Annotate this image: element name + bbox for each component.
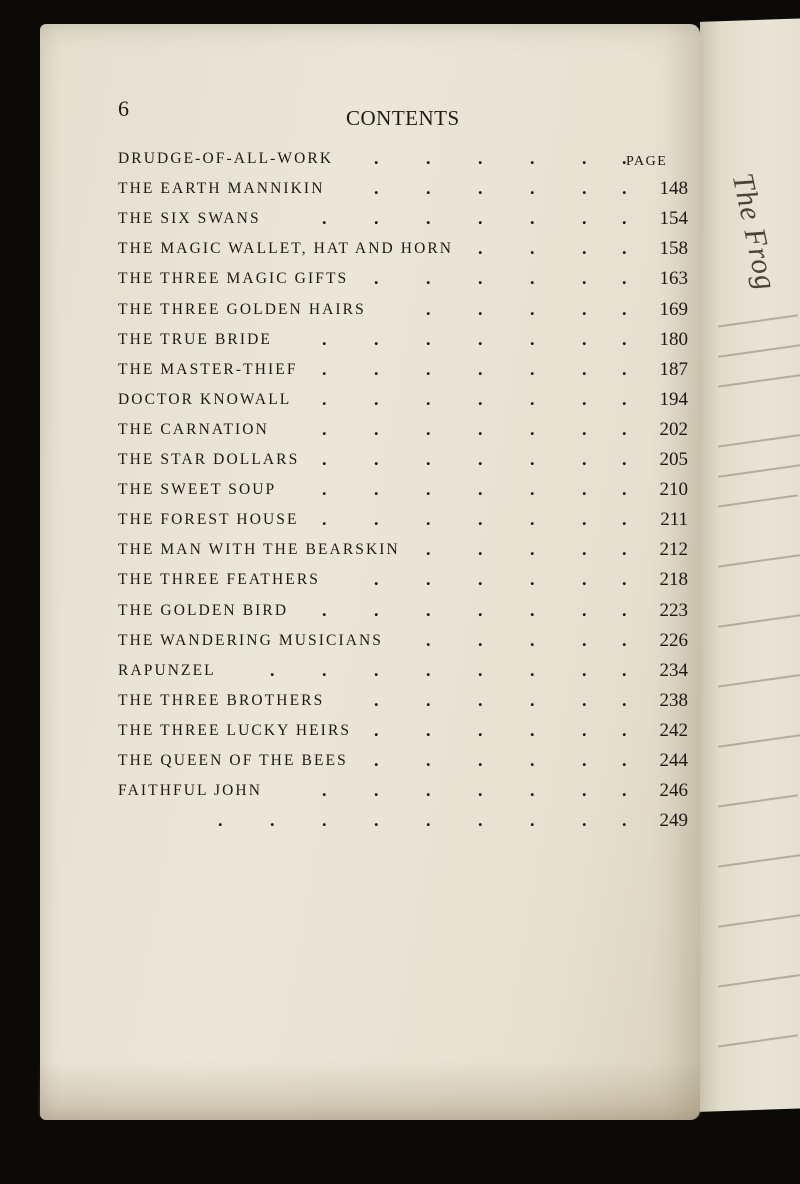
toc-entry-title: THE MAGIC WALLET, HAT AND HORN [118, 240, 454, 258]
leader-dot: . [622, 388, 627, 409]
leader-dot: . [322, 659, 327, 680]
toc-entry [0, 451, 800, 481]
leader-dot: . [478, 148, 483, 168]
leader-dot: . [478, 208, 483, 229]
leader-dot: . [426, 388, 431, 409]
leader-dot: . [582, 298, 587, 319]
toc-entry-page: 180 [659, 328, 688, 350]
leader-dot: . [582, 569, 587, 590]
leader-dot: . [374, 659, 379, 680]
toc-entry [0, 599, 800, 632]
leader-dot: . [530, 298, 535, 319]
leader-dot: . [426, 719, 431, 740]
toc-entry-page: 187 [659, 358, 688, 380]
leader-dot: . [426, 689, 431, 710]
leader-dot: . [530, 148, 535, 168]
toc-entry-title: DRUDGE-OF-ALL-WORK [118, 150, 334, 167]
leader-dot: . [374, 418, 379, 439]
leader-dot: . [582, 479, 587, 500]
leader-dot: . [582, 599, 587, 620]
leader-dot: . [374, 569, 379, 590]
toc-entry [0, 541, 800, 571]
toc-entry-title: THE EARTH MANNIKIN [118, 180, 325, 198]
toc-entry-title: THE THREE FEATHERS [118, 571, 320, 589]
toc-entry-title: THE TRUE BRIDE [118, 330, 272, 348]
toc-entry-page: 154 [659, 208, 688, 230]
leader-dot: . [374, 208, 379, 229]
leader-dot: . [478, 750, 483, 770]
leader-dot: . [322, 780, 327, 801]
leader-dot: . [478, 719, 483, 740]
toc-entry-page: 249 [659, 810, 688, 832]
leader-dot: . [374, 719, 379, 740]
leader-dot: . [530, 539, 535, 560]
toc-entry [0, 571, 800, 601]
leader-dot: . [622, 599, 627, 620]
leader-dot: . [478, 178, 483, 199]
leader-dot: . [426, 659, 431, 680]
leader-dot: . [374, 810, 379, 831]
leader-dot: . [530, 659, 535, 680]
leader-dot: . [426, 358, 431, 379]
leader-dot: . [530, 449, 535, 469]
toc-entry-title: THE QUEEN OF THE BEES [118, 752, 348, 769]
leader-dot: . [582, 208, 587, 229]
leader-dot: . [622, 358, 627, 379]
leader-dot: . [622, 328, 627, 349]
leader-dot: . [582, 238, 587, 259]
leader-dot: . [622, 750, 627, 770]
leader-dot: . [478, 689, 483, 710]
leader-dot: . [530, 629, 535, 650]
toc-entry-title: THE THREE BROTHERS [118, 691, 325, 709]
toc-entry [0, 358, 800, 391]
toc-entry [0, 659, 800, 692]
leader-dot: . [582, 268, 587, 289]
leader-dot: . [322, 358, 327, 379]
leader-dot: . [622, 569, 627, 590]
toc-entry-title: THE THREE LUCKY HEIRS [118, 721, 352, 739]
leader-dot: . [322, 449, 327, 469]
leader-dot: . [322, 509, 327, 530]
leader-dot: . [478, 238, 483, 259]
leader-dot: . [478, 539, 483, 560]
leader-dot: . [374, 750, 379, 770]
toc-entry [0, 511, 800, 541]
leader-dot: . [426, 208, 431, 229]
toc-entry-page: 246 [659, 780, 688, 802]
leader-dot: . [374, 358, 379, 379]
leader-dot: . [582, 449, 587, 469]
toc-entry-page: 223 [659, 599, 688, 621]
leader-dot: . [582, 810, 587, 831]
toc-entry-title: THE GOLDEN BIRD [118, 601, 289, 619]
facing-page-title: The Frog [725, 169, 783, 294]
leader-dot: . [426, 810, 431, 831]
leader-dot: . [426, 629, 431, 650]
leader-dot: . [426, 509, 431, 530]
leader-dot: . [582, 509, 587, 530]
leader-dot: . [622, 298, 627, 319]
leader-dot: . [622, 418, 627, 439]
toc-entry-page: 211 [660, 509, 688, 531]
leader-dot: . [426, 178, 431, 199]
toc-entry-title: RAPUNZEL [118, 661, 216, 679]
leader-dot: . [322, 328, 327, 349]
toc-entry [0, 270, 800, 300]
leader-dot: . [622, 810, 627, 831]
leader-dot: . [622, 479, 627, 500]
leader-dot: . [426, 268, 431, 289]
toc-entry-title: THE FOREST HOUSE [118, 511, 299, 529]
leader-dot: . [426, 298, 431, 319]
leader-dot: . [582, 750, 587, 770]
toc-entry-page: 158 [659, 238, 688, 260]
toc-entry-page: 205 [659, 449, 688, 470]
leader-dot: . [582, 629, 587, 650]
leader-dot: . [622, 629, 627, 650]
toc-entry-title: THE MAN WITH THE BEARSKIN [118, 541, 400, 559]
toc-entry [0, 240, 800, 270]
leader-dot: . [478, 509, 483, 530]
toc-entry [0, 481, 800, 511]
leader-dot: . [426, 328, 431, 349]
toc-entry [0, 210, 800, 240]
toc-entry-page: 244 [659, 750, 688, 771]
leader-dot: . [582, 689, 587, 710]
toc-entry-title: THE THREE GOLDEN HAIRS [118, 300, 366, 318]
toc-entry [0, 150, 800, 180]
leader-dot: . [426, 449, 431, 469]
leader-dot: . [582, 358, 587, 379]
leader-dot: . [622, 208, 627, 229]
leader-dot: . [478, 780, 483, 801]
leader-dot: . [530, 358, 535, 379]
leader-dot: . [374, 388, 379, 409]
leader-dot: . [622, 148, 627, 168]
leader-dot: . [478, 479, 483, 500]
leader-dot: . [530, 418, 535, 439]
leader-dot: . [530, 810, 535, 831]
leader-dot: . [322, 479, 327, 500]
toc-entry [0, 782, 800, 812]
leader-dot: . [426, 599, 431, 620]
toc-entry-page: 202 [659, 418, 688, 440]
leader-dot: . [582, 148, 587, 168]
leader-dot: . [270, 810, 275, 831]
leader-dot: . [530, 178, 535, 199]
leader-dot: . [478, 388, 483, 409]
toc-entry-page: 210 [659, 479, 688, 501]
leader-dot: . [622, 719, 627, 740]
leader-dot: . [374, 599, 379, 620]
leader-dot: . [582, 418, 587, 439]
leader-dot: . [322, 208, 327, 229]
leader-dot: . [582, 388, 587, 409]
leader-dot: . [426, 479, 431, 500]
toc-entry [0, 752, 800, 782]
toc-entry-page: 226 [659, 629, 688, 651]
toc-entry-page: 238 [659, 689, 688, 711]
toc-entry-title: THE STAR DOLLARS [118, 451, 300, 468]
leader-dot: . [478, 810, 483, 831]
leader-dot: . [374, 148, 379, 168]
leader-dot: . [530, 569, 535, 590]
leader-dot: . [322, 418, 327, 439]
leader-dot: . [530, 328, 535, 349]
leader-dot: . [426, 780, 431, 801]
toc-entry [0, 689, 800, 722]
toc-entry-title: THE THREE MAGIC GIFTS [118, 270, 349, 288]
leader-dot: . [622, 268, 627, 289]
toc-entry-page: 242 [659, 719, 688, 741]
leader-dot: . [530, 780, 535, 801]
leader-dot: . [478, 599, 483, 620]
leader-dot: . [426, 148, 431, 168]
toc-entry-page: 212 [659, 539, 688, 561]
toc-entry [0, 418, 800, 451]
leader-dot: . [530, 268, 535, 289]
leader-dot: . [582, 328, 587, 349]
leader-dot: . [374, 449, 379, 469]
leader-dot: . [374, 689, 379, 710]
toc-entry-page: 234 [659, 659, 688, 681]
toc-entry-title: THE WANDERING MUSICIANS [118, 631, 384, 649]
toc-entry-page: 148 [659, 178, 688, 200]
toc-entry-page: 194 [659, 388, 688, 410]
leader-dot: . [374, 479, 379, 500]
leader-dot: . [622, 449, 627, 469]
leader-dot: . [478, 418, 483, 439]
leader-dot: . [478, 298, 483, 319]
leader-dot: . [322, 599, 327, 620]
leader-dot: . [582, 719, 587, 740]
toc-entry-title: THE MASTER-THIEF [118, 360, 298, 378]
leader-dot: . [426, 418, 431, 439]
leader-dot: . [530, 599, 535, 620]
leader-dot: . [530, 689, 535, 710]
leader-dot: . [582, 780, 587, 801]
leader-dot: . [322, 388, 327, 409]
toc-entry-title: THE CARNATION [118, 420, 269, 438]
toc-entry [0, 328, 800, 361]
leader-dot: . [478, 569, 483, 590]
toc-entry-title: DOCTOR KNOWALL [118, 390, 292, 408]
leader-dot: . [622, 509, 627, 530]
leader-dot: . [374, 178, 379, 199]
leader-dot: . [530, 238, 535, 259]
leader-dot: . [478, 449, 483, 469]
toc-entry-title: FAITHFUL JOHN [118, 782, 262, 800]
leader-dot: . [478, 358, 483, 379]
toc-entry [0, 812, 800, 842]
leader-dot: . [478, 659, 483, 680]
leader-dot: . [374, 509, 379, 530]
toc-entry-title: THE SWEET SOUP [118, 481, 277, 499]
leader-dot: . [374, 328, 379, 349]
leader-dot: . [582, 178, 587, 199]
leader-dot: . [530, 208, 535, 229]
leader-dot: . [582, 659, 587, 680]
leader-dot: . [426, 539, 431, 560]
leader-dot: . [622, 178, 627, 199]
leader-dot: . [322, 810, 327, 831]
toc-entry [0, 298, 800, 331]
leader-dot: . [270, 659, 275, 680]
leader-dot: . [478, 268, 483, 289]
running-head: CONTENTS [346, 106, 460, 130]
leader-dot: . [622, 689, 627, 710]
leader-dot: . [530, 479, 535, 500]
leader-dot: . [530, 388, 535, 409]
leader-dot: . [218, 810, 223, 831]
toc-entry [0, 180, 800, 210]
toc-entry [0, 719, 800, 752]
leader-dot: . [622, 539, 627, 560]
page-column-label: PAGE [626, 154, 668, 169]
leader-dot: . [622, 238, 627, 259]
leader-dot: . [530, 750, 535, 770]
toc-entry-title: THE SIX SWANS [118, 210, 261, 228]
toc-entry-page: 163 [659, 268, 688, 290]
leader-dot: . [478, 328, 483, 349]
leader-dot: . [530, 509, 535, 530]
leader-dot: . [622, 780, 627, 801]
toc-entry [0, 629, 800, 662]
leader-dot: . [426, 569, 431, 590]
leader-dot: . [374, 268, 379, 289]
toc-entry-page: 218 [659, 569, 688, 591]
leader-dot: . [530, 719, 535, 740]
page-number: 6 [118, 96, 129, 121]
toc-entry-page: 169 [659, 298, 688, 320]
leader-dot: . [622, 659, 627, 680]
leader-dot: . [374, 780, 379, 801]
leader-dot: . [426, 750, 431, 770]
leader-dot: . [478, 629, 483, 650]
toc-entry [0, 388, 800, 421]
leader-dot: . [582, 539, 587, 560]
